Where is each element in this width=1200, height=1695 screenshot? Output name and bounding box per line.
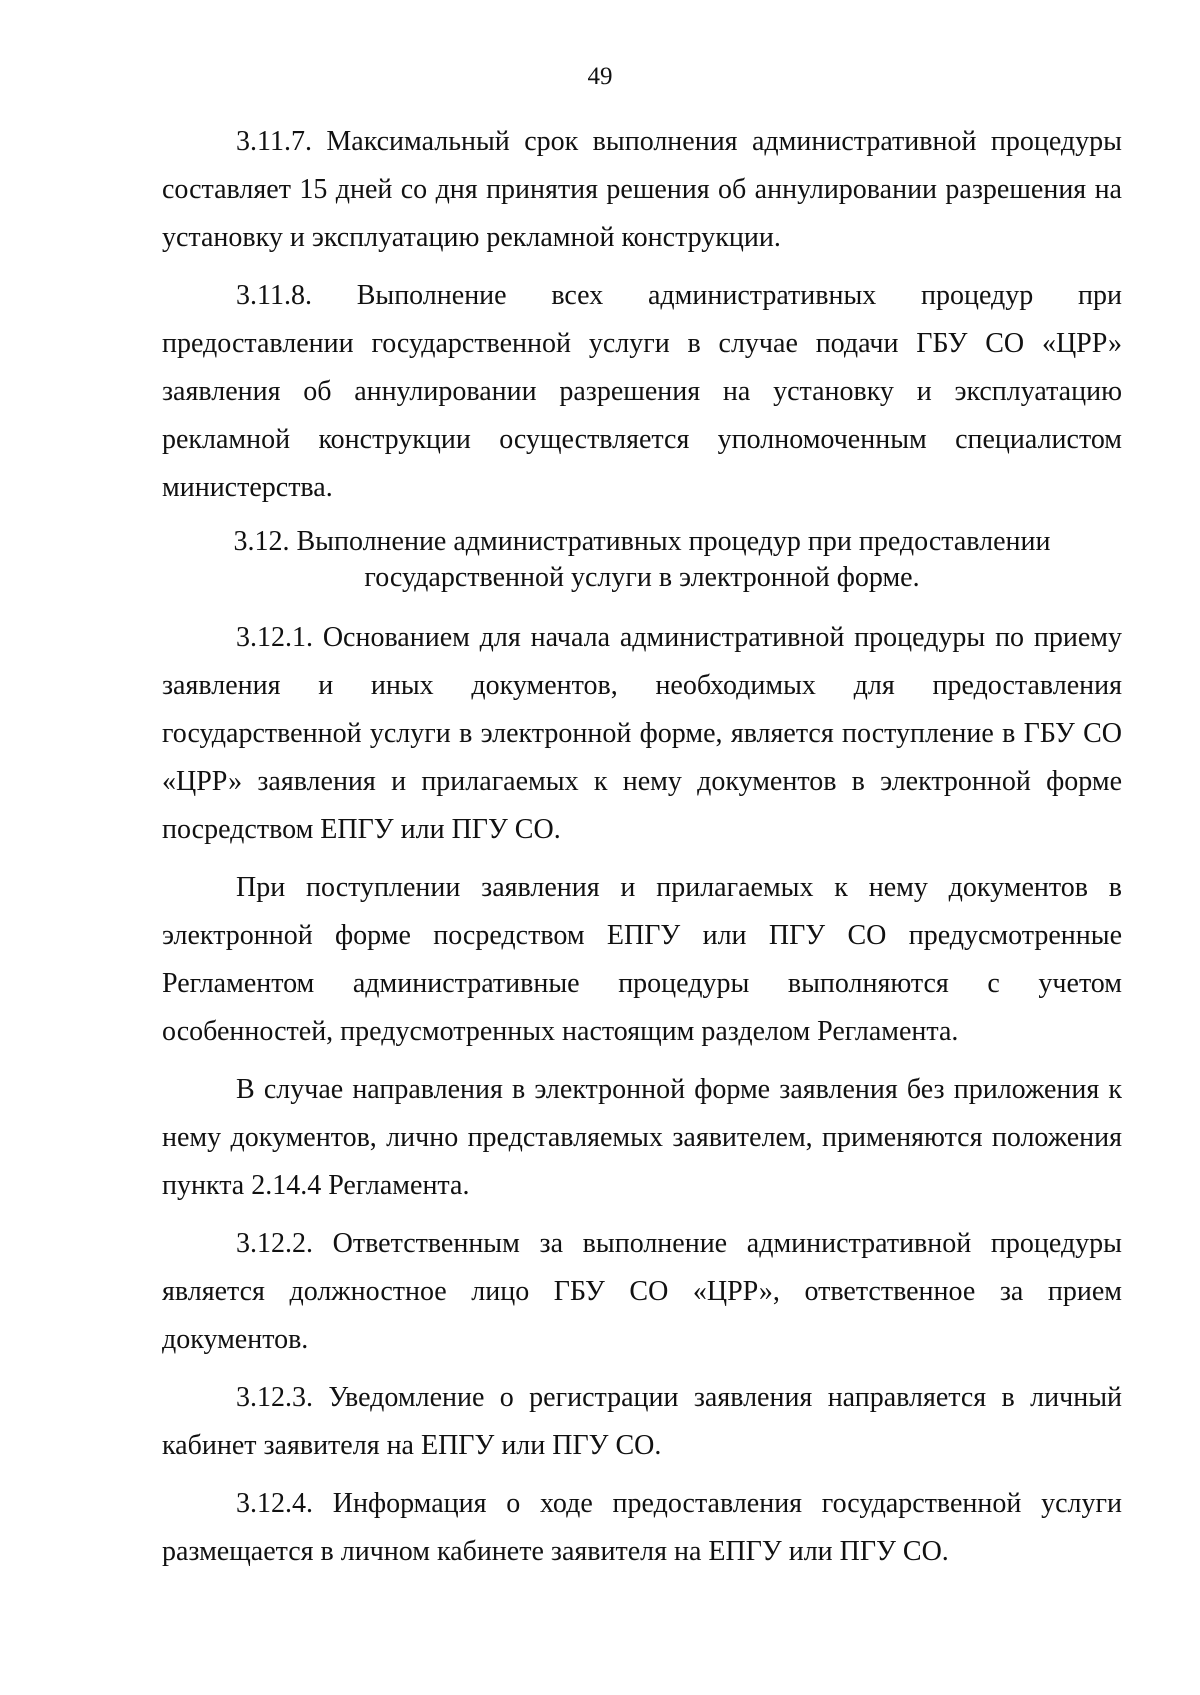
section-heading-line-1: 3.12. Выполнение административных процедур при предоставлении <box>233 526 1051 557</box>
document-body <box>162 118 1122 1586</box>
paragraph-3-11-7: 3.11.7. Максимальный срок выполнения административной процедуры составляет 15 дней со дня принятия решения об аннулировании разрешения на установку и эксплуатацию рекламной конструкции. <box>162 126 1122 253</box>
paragraph-3-12-4: 3.12.4. Информация о ходе предоставления государственной услуги размещается в личном кабинете заявителя на ЕПГУ или ПГУ СО. <box>162 1488 1122 1567</box>
paragraph-3-12-3: 3.12.3. Уведомление о регистрации заявления направляется в личный кабинет заявителя на ЕПГУ или ПГУ СО. <box>162 1382 1122 1461</box>
page-number: 49 <box>587 63 613 90</box>
paragraph-receipt: При поступлении заявления и прилагаемых к нему документов в электронной форме посредством ЕПГУ или ПГУ СО предусмотренные Регламентом административные процедуры выполняются с учетом особенностей, предусмотренных настоящим разделом Регламента. <box>162 872 1122 1047</box>
section-heading-3-12 <box>162 524 1122 596</box>
paragraph-3-11-8: 3.11.8. Выполнение всех административных процедур при предоставлении государственной услуги в случае подачи ГБУ СО «ЦРР» заявления об аннулировании разрешения на установку и эксплуатацию рекламной конструкции осуществляется уполномоченным специалистом министерства. <box>162 280 1122 503</box>
paragraph-no-attachments: В случае направления в электронной форме заявления без приложения к нему документов, лично представляемых заявителем, применяются положения пункта 2.14.4 Регламента. <box>162 1074 1122 1201</box>
paragraph-3-12-2: 3.12.2. Ответственным за выполнение административной процедуры является должностное лицо ГБУ СО «ЦРР», ответственное за прием документов. <box>162 1228 1122 1355</box>
section-heading-line-2: государственной услуги в электронной форме. <box>364 562 920 593</box>
paragraph-3-12-1: 3.12.1. Основанием для начала административной процедуры по приему заявления и иных документов, необходимых для предоставления государственной услуги в электронной форме, является поступление в ГБУ СО «ЦРР» заявления и прилагаемых к нему документов в электронной форме посредством ЕПГУ или ПГУ СО. <box>162 622 1122 845</box>
